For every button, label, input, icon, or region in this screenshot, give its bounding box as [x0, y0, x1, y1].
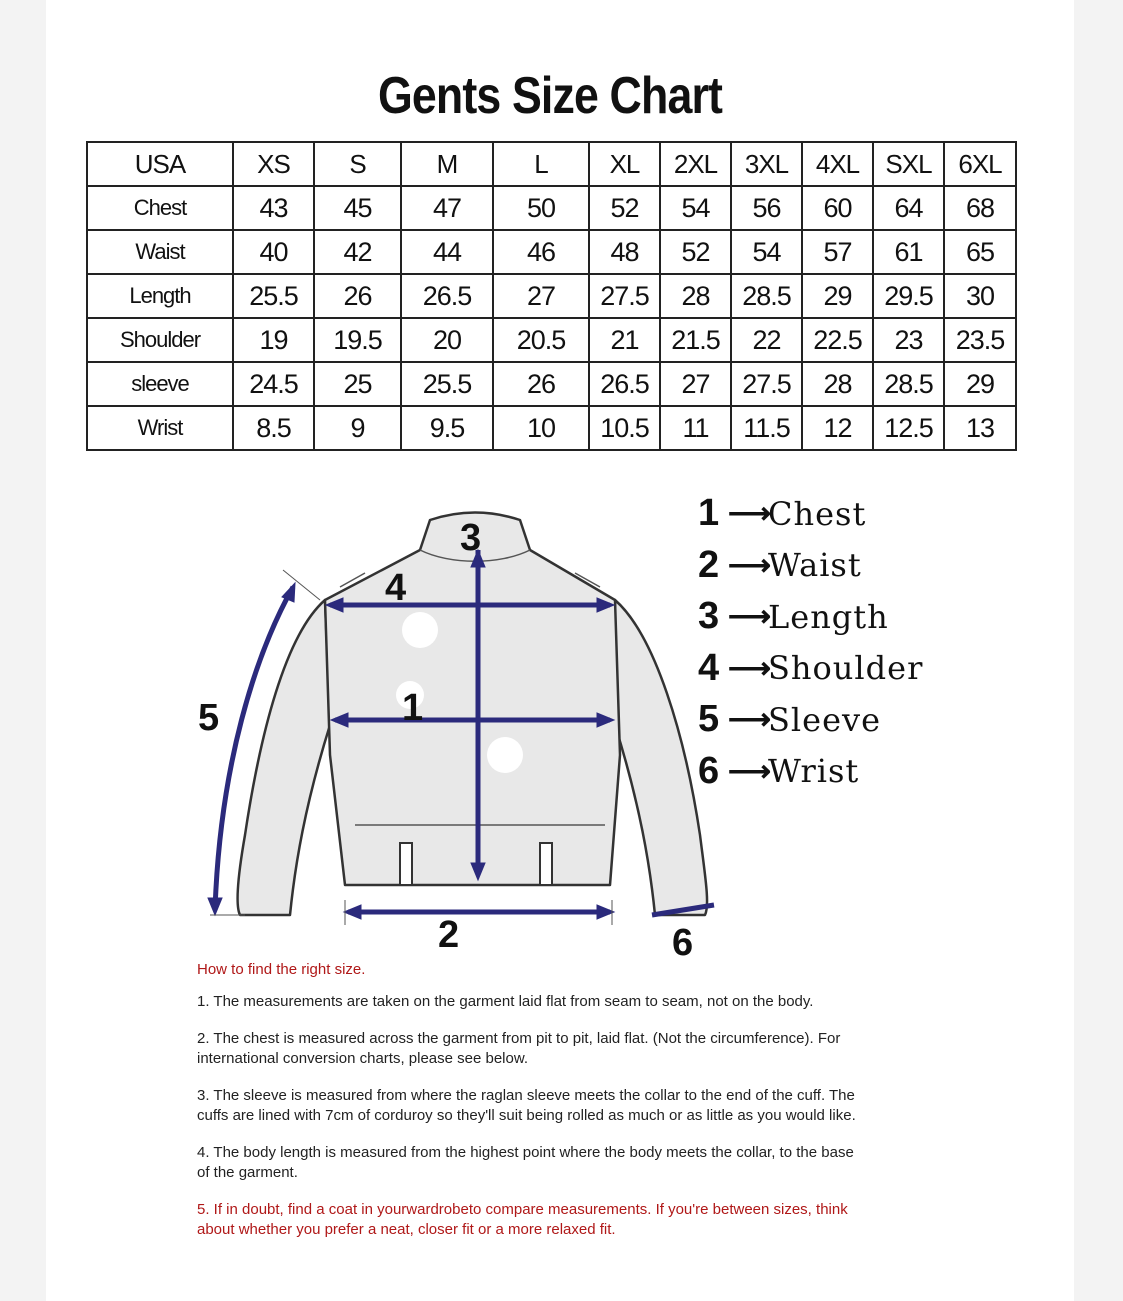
measurement-value: 8.5	[233, 406, 314, 450]
measurement-value: 28	[802, 362, 873, 406]
size-header: M	[401, 142, 493, 186]
legend-item	[698, 540, 998, 592]
measurement-value: 10	[493, 406, 589, 450]
measurement-label: Chest	[87, 186, 233, 230]
note-item: 4. The body length is measured from the highest point where the body meets the collar, to the base of the garment.	[197, 1144, 854, 1181]
measurement-value: 54	[731, 230, 802, 274]
measurement-value: 11.5	[731, 406, 802, 450]
jacket-icon	[190, 505, 730, 965]
jacket-body	[325, 513, 620, 886]
legend-item	[698, 694, 998, 746]
diagram-label-wrist: 6	[672, 922, 694, 964]
measurement-value: 23.5	[944, 318, 1016, 362]
measurement-value: 64	[873, 186, 944, 230]
measurement-value: 29.5	[873, 274, 944, 318]
measurement-value: 24.5	[233, 362, 314, 406]
measurement-value: 43	[233, 186, 314, 230]
measurement-value: 27	[493, 274, 589, 318]
size-header-row	[87, 142, 1016, 186]
measurement-value: 29	[944, 362, 1016, 406]
measurement-value: 29	[802, 274, 873, 318]
measurement-value: 25.5	[401, 362, 493, 406]
measurement-legend	[698, 488, 998, 797]
legend-label: Length	[768, 597, 889, 636]
measurement-value: 44	[401, 230, 493, 274]
measurement-value: 52	[589, 186, 660, 230]
measurement-value: 13	[944, 406, 1016, 450]
diagram-label-sleeve: 5	[198, 697, 220, 739]
size-header: 3XL	[731, 142, 802, 186]
measurement-value: 28.5	[731, 274, 802, 318]
measurement-value: 11	[660, 406, 731, 450]
measurement-value: 22.5	[802, 318, 873, 362]
measurement-value: 65	[944, 230, 1016, 274]
measurement-value: 20	[401, 318, 493, 362]
measurement-value: 48	[589, 230, 660, 274]
measurement-value: 26.5	[589, 362, 660, 406]
size-header: L	[493, 142, 589, 186]
table-row	[87, 406, 1016, 450]
measurement-value: 9	[314, 406, 401, 450]
measurement-value: 28	[660, 274, 731, 318]
jacket-right-sleeve	[615, 600, 707, 915]
measurement-value: 47	[401, 186, 493, 230]
size-table	[86, 141, 1017, 451]
measurement-value: 22	[731, 318, 802, 362]
measurement-value: 46	[493, 230, 589, 274]
measurement-value: 60	[802, 186, 873, 230]
measurement-value: 28.5	[873, 362, 944, 406]
measurement-value: 25	[314, 362, 401, 406]
table-row	[87, 362, 1016, 406]
legend-item	[698, 643, 998, 695]
measurement-label: Length	[87, 274, 233, 318]
measurement-value: 50	[493, 186, 589, 230]
measurement-value: 61	[873, 230, 944, 274]
size-header: 6XL	[944, 142, 1016, 186]
measurement-value: 56	[731, 186, 802, 230]
measurement-value: 42	[314, 230, 401, 274]
measurement-label: Wrist	[87, 406, 233, 450]
legend-number: 2	[698, 543, 720, 586]
legend-number: 6	[698, 749, 720, 792]
measurement-value: 30	[944, 274, 1016, 318]
legend-number: 5	[698, 698, 720, 741]
table-row	[87, 186, 1016, 230]
size-header: 2XL	[660, 142, 731, 186]
legend-label: Shoulder	[768, 649, 924, 688]
table-row	[87, 230, 1016, 274]
measurement-value: 12	[802, 406, 873, 450]
measurement-value: 21.5	[660, 318, 731, 362]
measurement-value: 68	[944, 186, 1016, 230]
measurement-value: 25.5	[233, 274, 314, 318]
arrow-right-icon: ⟶	[728, 548, 772, 582]
legend-label: Wrist	[768, 752, 860, 791]
size-header: XL	[589, 142, 660, 186]
legend-number: 4	[698, 646, 720, 689]
notes-heading: How to find the right size.	[197, 961, 366, 978]
jacket-buckle-right	[540, 843, 552, 885]
measurement-value: 26	[493, 362, 589, 406]
legend-number: 1	[698, 492, 720, 535]
sizing-notes	[197, 960, 857, 1257]
measurement-value: 45	[314, 186, 401, 230]
note-item: 3. The sleeve is measured from where the raglan sleeve meets the collar to the end of the cuff. The cuffs are lined with 7cm of corduroy so they'll suit being rolled as much or as little as you would like.	[197, 1087, 856, 1124]
arrow-right-icon: ⟶	[728, 651, 772, 685]
measurement-value: 27.5	[731, 362, 802, 406]
legend-label: Waist	[768, 546, 862, 585]
table-row	[87, 318, 1016, 362]
arrow-right-icon: ⟶	[728, 497, 772, 531]
legend-item	[698, 591, 998, 643]
table-corner-label: USA	[87, 142, 233, 186]
legend-label: Sleeve	[768, 700, 882, 739]
diagram-label-chest: 1	[402, 687, 424, 729]
measurement-value: 57	[802, 230, 873, 274]
jacket-buckle-left	[400, 843, 412, 885]
arrow-right-icon: ⟶	[728, 754, 772, 788]
arrow-right-icon: ⟶	[728, 703, 772, 737]
size-header: 4XL	[802, 142, 873, 186]
measurement-value: 21	[589, 318, 660, 362]
measurement-value: 54	[660, 186, 731, 230]
note-item: 1. The measurements are taken on the garment laid flat from seam to seam, not on the body.	[197, 993, 814, 1010]
measurement-value: 27	[660, 362, 731, 406]
measurement-value: 26	[314, 274, 401, 318]
size-header: SXL	[873, 142, 944, 186]
legend-number: 3	[698, 595, 720, 638]
legend-label: Chest	[768, 494, 867, 533]
measurement-label: Waist	[87, 230, 233, 274]
arrow-right-icon: ⟶	[728, 600, 772, 634]
measurement-value: 40	[233, 230, 314, 274]
measurement-value: 23	[873, 318, 944, 362]
measurement-value: 20.5	[493, 318, 589, 362]
measurement-value: 19	[233, 318, 314, 362]
diagram-label-shoulder: 4	[385, 567, 407, 609]
measurement-value: 27.5	[589, 274, 660, 318]
page-title: Gents Size Chart	[377, 67, 723, 125]
diagram-label-waist: 2	[438, 914, 460, 956]
table-row	[87, 274, 1016, 318]
measurement-value: 9.5	[401, 406, 493, 450]
measurement-value: 10.5	[589, 406, 660, 450]
measurement-value: 19.5	[314, 318, 401, 362]
legend-item	[698, 488, 998, 540]
diagram-label-length: 3	[460, 517, 482, 559]
measurement-label: sleeve	[87, 362, 233, 406]
measurement-value: 12.5	[873, 406, 944, 450]
size-header: XS	[233, 142, 314, 186]
note-item: 2. The chest is measured across the garment from pit to pit, laid flat. (Not the circumference). For international conversion charts, please see below.	[197, 1030, 841, 1067]
jacket-left-sleeve	[238, 600, 330, 915]
size-header: S	[314, 142, 401, 186]
measurement-value: 52	[660, 230, 731, 274]
note-item-highlight: 5. If in doubt, find a coat in yourwardrobeto compare measurements. If you're between sizes, think about whether you prefer a neat, closer fit or a more relaxed fit.	[197, 1201, 848, 1238]
measurement-label: Shoulder	[87, 318, 233, 362]
measurement-value: 26.5	[401, 274, 493, 318]
legend-item	[698, 746, 998, 798]
